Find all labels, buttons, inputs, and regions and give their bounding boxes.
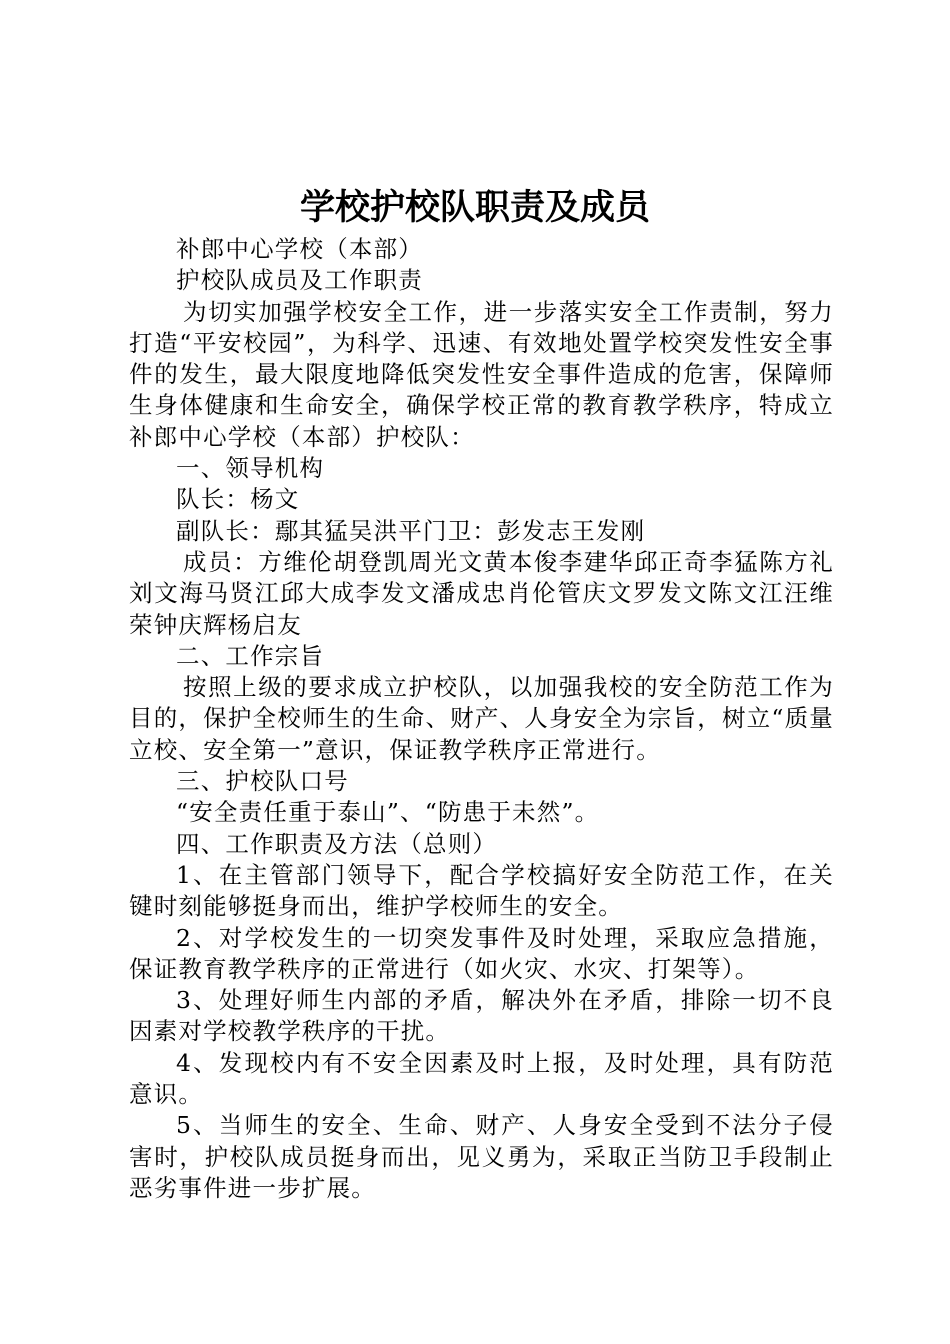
duty-item: 4、发现校内有不安全因素及时上报，及时处理，具有防范意识。 [129, 1048, 834, 1109]
duty-item: 2、对学校发生的一切突发事件及时处理，采取应急措施，保证教育教学秩序的正常进行（如火灾、水灾、打架等）。 [129, 923, 834, 983]
vice-captain-line: 副队长：鄢其猛吴洪平门卫：彭发志王发刚 [176, 516, 646, 545]
school-name: 补郎中心学校（本部） [176, 235, 423, 263]
members-paragraph: 成员：方维伦胡登凯周光文黄本俊李建华邱正奇李猛陈方礼刘文海马贤江邱大成李发文潘成忠肖伦管庆文罗发文陈文江汪维荣钟庆辉杨启友 [129, 547, 834, 639]
purpose-paragraph: 按照上级的要求成立护校队，以加强我校的安全防范工作为目的，保护全校师生的生命、财产、人身安全为宗旨，树立“质量立校、安全第一”意识，保证教学秩序正常进行。 [129, 673, 834, 764]
document-body [129, 234, 834, 1204]
duty-item: 5、当师生的安全、生命、财产、人身安全受到不法分子侵害时，护校队成员挺身而出，见义勇为，采取正当防卫手段制止恶劣事件进一步扩展。 [129, 1111, 834, 1202]
intro-paragraph: 为切实加强学校安全工作，进一步落实安全工作责制，努力打造“平安校园”，为科学、迅速、有效地处置学校突发性安全事件的发生，最大限度地降低突发性安全事件造成的危害，保障师生身体健康和生命安全，确保学校正常的教育教学秩序，特成立补郎中心学校（本部）护校队： [129, 297, 834, 451]
slogan-paragraph: “安全责任重于泰山”、“防患于未然”。 [176, 798, 600, 827]
heading-purpose: 二、工作宗旨 [176, 641, 325, 670]
heading-slogan: 三、护校队口号 [176, 767, 349, 796]
duty-item: 3、处理好师生内部的矛盾，解决外在矛盾，排除一切不良因素对学校教学秩序的干扰。 [129, 986, 834, 1046]
document-title: 学校护校队职责及成员 [299, 187, 650, 228]
heading-leadership: 一、领导机构 [176, 454, 325, 483]
duty-item: 1、在主管部门领导下，配合学校搞好安全防范工作，在关键时刻能够挺身而出，维护学校师生的安全。 [129, 860, 834, 921]
captain-line: 队长：杨文 [176, 485, 300, 514]
section-heading: 护校队成员及工作职责 [176, 266, 423, 295]
heading-duties: 四、工作职责及方法（总则） [176, 829, 498, 858]
